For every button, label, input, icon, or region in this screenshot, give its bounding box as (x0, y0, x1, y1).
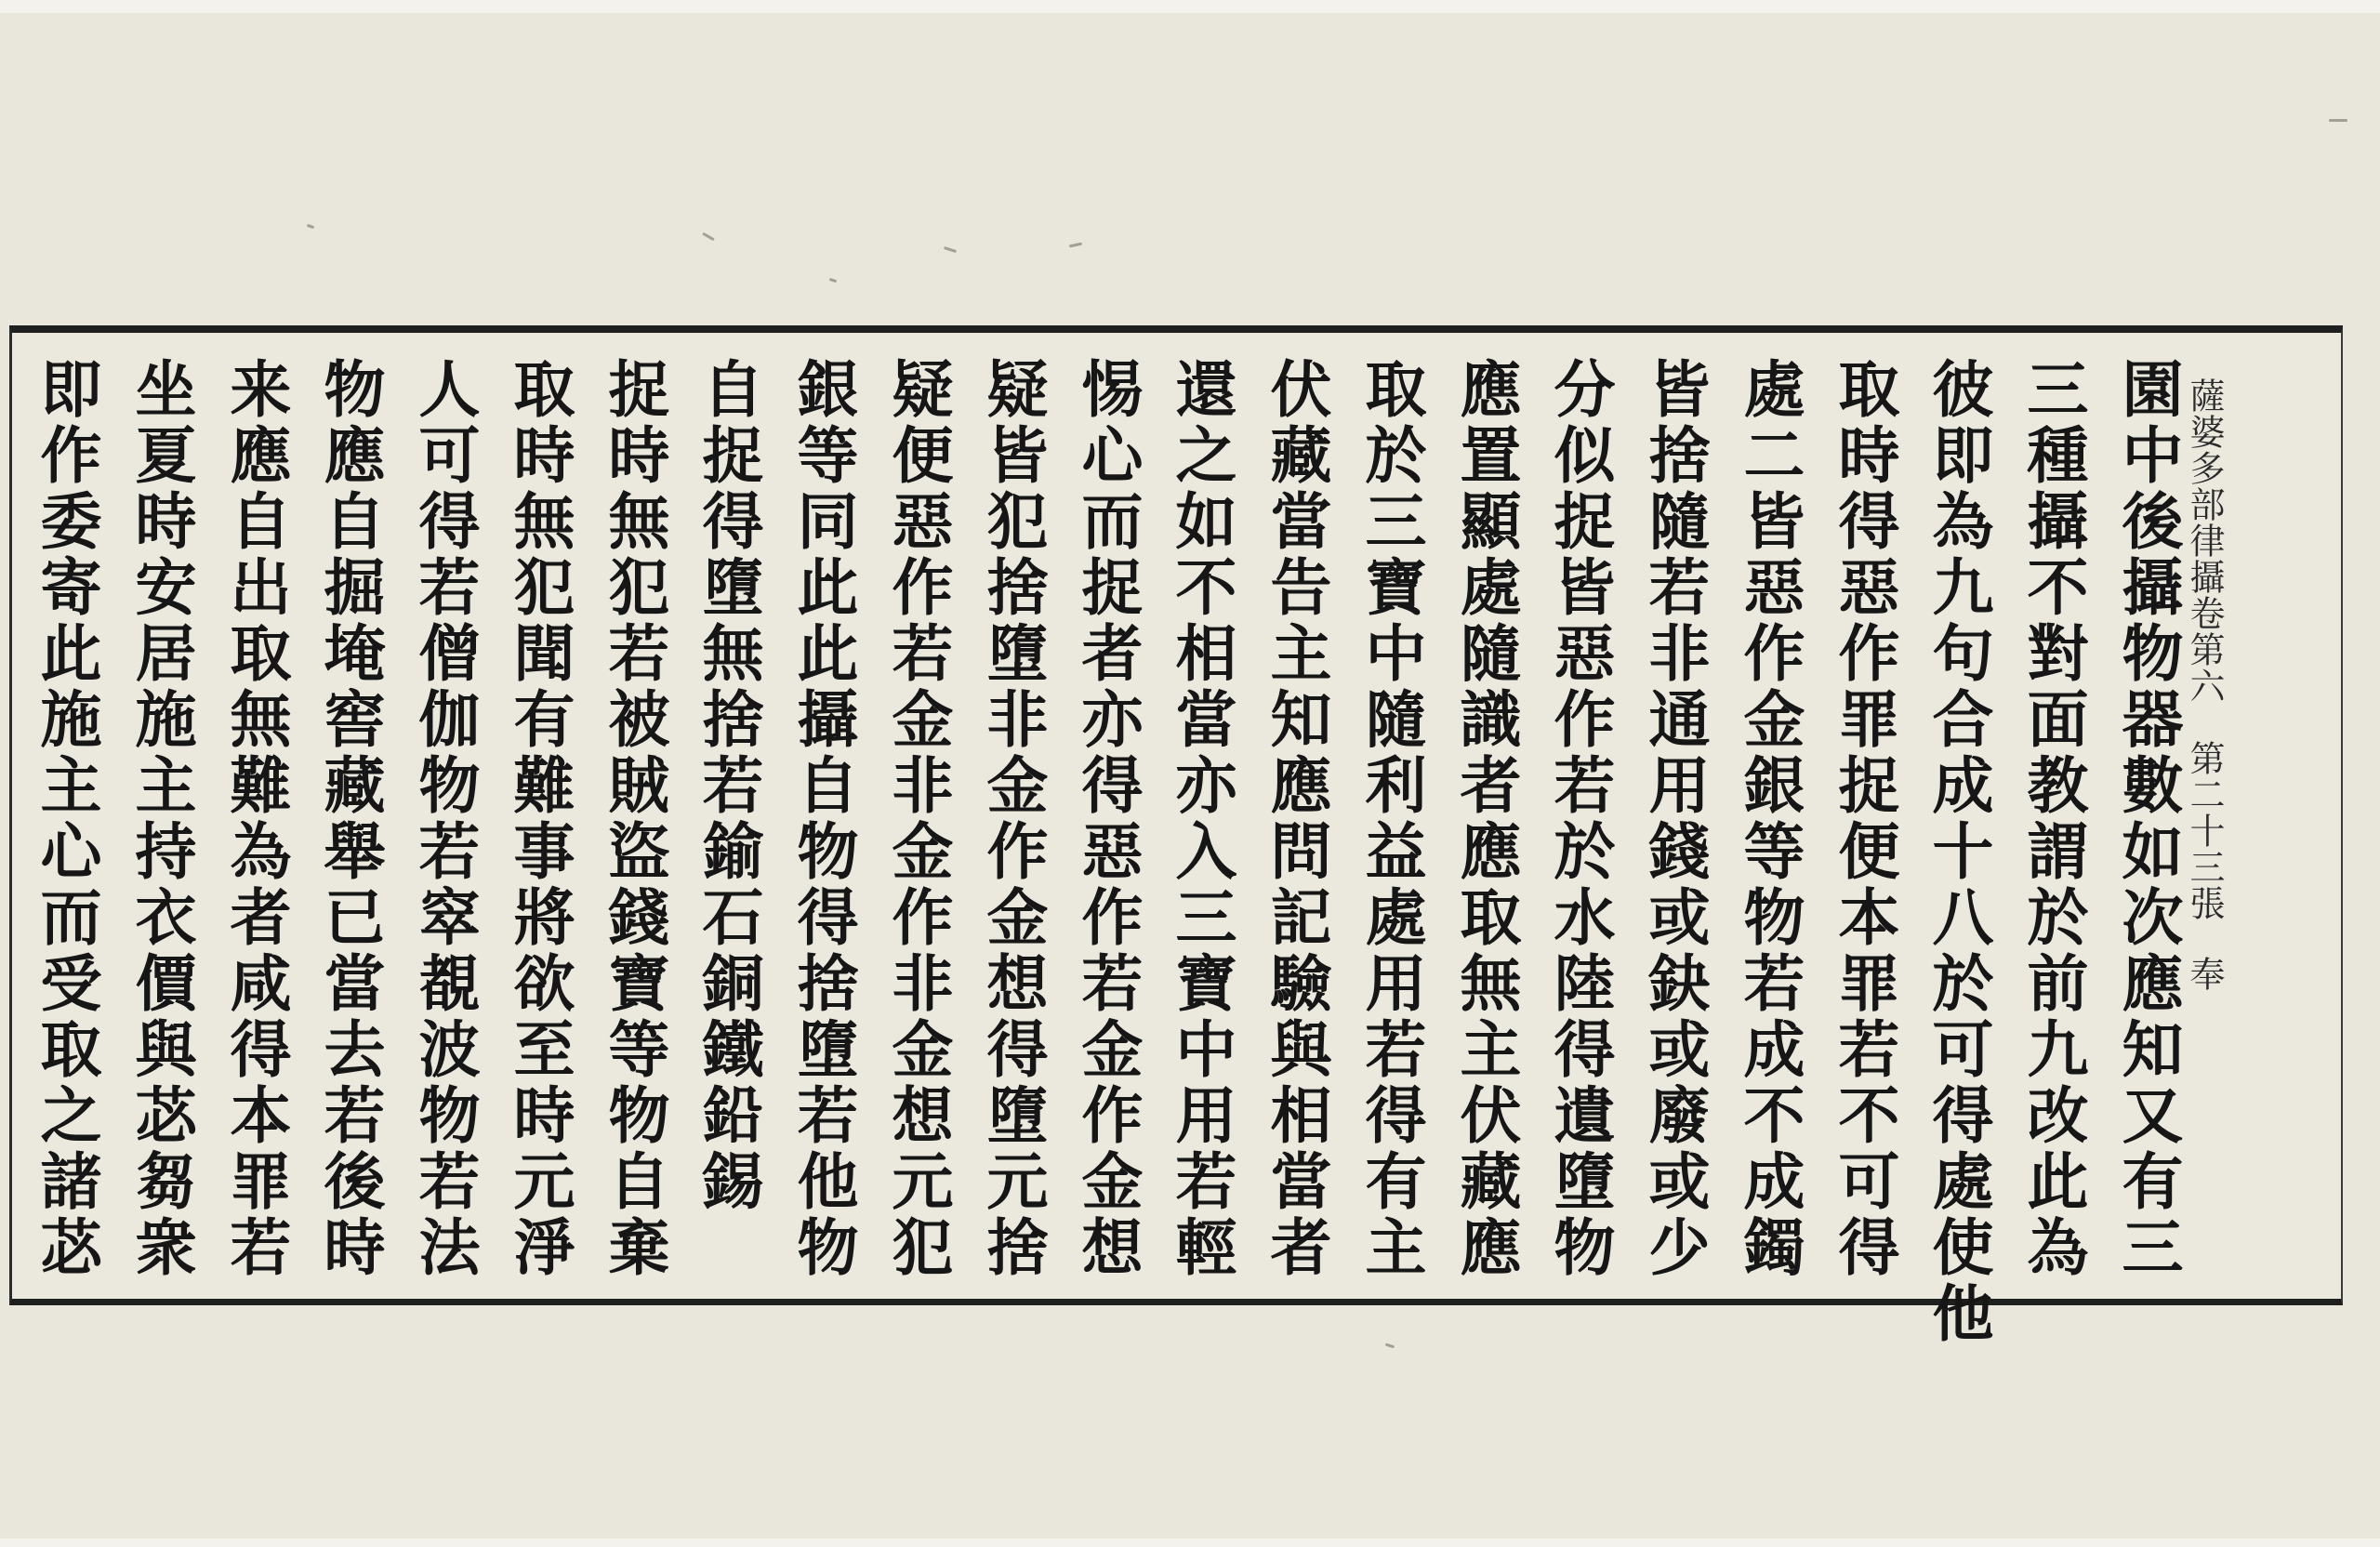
text-column-19: 人可得若僧伽物若窣覩波物若法 (408, 357, 481, 1281)
text-column-11: 還之如不相當亦入三寶中用若輕 (1165, 357, 1237, 1281)
text-column-13: 疑皆犯捨墮非金作金想得墮元捨 (976, 357, 1049, 1281)
text-column-7: 分似捉皆惡作若於水陸得遺墮物 (1543, 357, 1616, 1281)
text-column-2: 三種攝不對面教謂於前九改此為 (2016, 357, 2089, 1281)
ink-speck (2329, 119, 2347, 122)
text-column-16: 自捉得墮無捨若鍮石銅鐵鉛錫 (692, 357, 764, 1215)
text-column-8: 應置顯處隨識者應取無主伏藏應 (1449, 357, 1522, 1281)
ink-speck (1069, 243, 1082, 248)
marginal-heading (2184, 377, 2225, 991)
marginal-carver-mark: 奉 (2184, 956, 2225, 991)
text-column-18: 取時無犯聞有難事將欲至時元淨 (503, 357, 575, 1281)
text-column-3: 彼即為九句合成十八於可得處使他 (1922, 357, 1994, 1347)
text-column-15: 銀等同此此攝自物得捨墮若他物 (787, 357, 859, 1281)
ink-speck (307, 224, 315, 229)
page-top-edge (0, 0, 2380, 13)
page-bottom-edge (0, 1539, 2380, 1547)
woodblock-text-frame (9, 325, 2343, 1347)
text-column-4: 取時得惡作罪捉便本罪若不可得 (1828, 357, 1900, 1281)
text-column-22: 坐夏時安居施主持衣價與苾芻衆 (125, 357, 197, 1281)
text-column-1: 園中後攝物器數如次應知又有三 (2111, 357, 2184, 1281)
text-column-12: 惕心而捉者亦得惡作若金作金想 (1071, 357, 1144, 1281)
text-column-10: 伏藏當告主知應問記驗與相當者 (1260, 357, 1332, 1281)
marginal-title: 薩婆多部律攝卷第六 (2184, 377, 2225, 704)
text-column-23: 即作委寄此施主心而受取之諸苾 (30, 357, 102, 1281)
ink-speck (1385, 1343, 1395, 1349)
text-column-5: 處二皆惡作金銀等物若成不成鐲 (1733, 357, 1805, 1281)
ink-speck (702, 232, 715, 242)
text-column-20: 物應自掘埯窖藏舉已當去若後時 (313, 357, 386, 1281)
ink-speck (944, 246, 957, 253)
text-column-21: 来應自出取無難為者咸得本罪若 (219, 357, 292, 1281)
text-column-14: 疑便惡作若金非金作非金想元犯 (881, 357, 954, 1281)
text-column-17: 捉時無犯若被賊盜錢寶等物自棄 (598, 357, 670, 1281)
text-column-9: 取於三寶中隨利益處用若得有主 (1355, 357, 1427, 1281)
marginal-leaf-number: 第二十三張 (2184, 740, 2225, 921)
ink-speck (829, 278, 838, 283)
text-column-6: 皆捨隨若非通用錢或鈌或廢或少 (1638, 357, 1711, 1281)
